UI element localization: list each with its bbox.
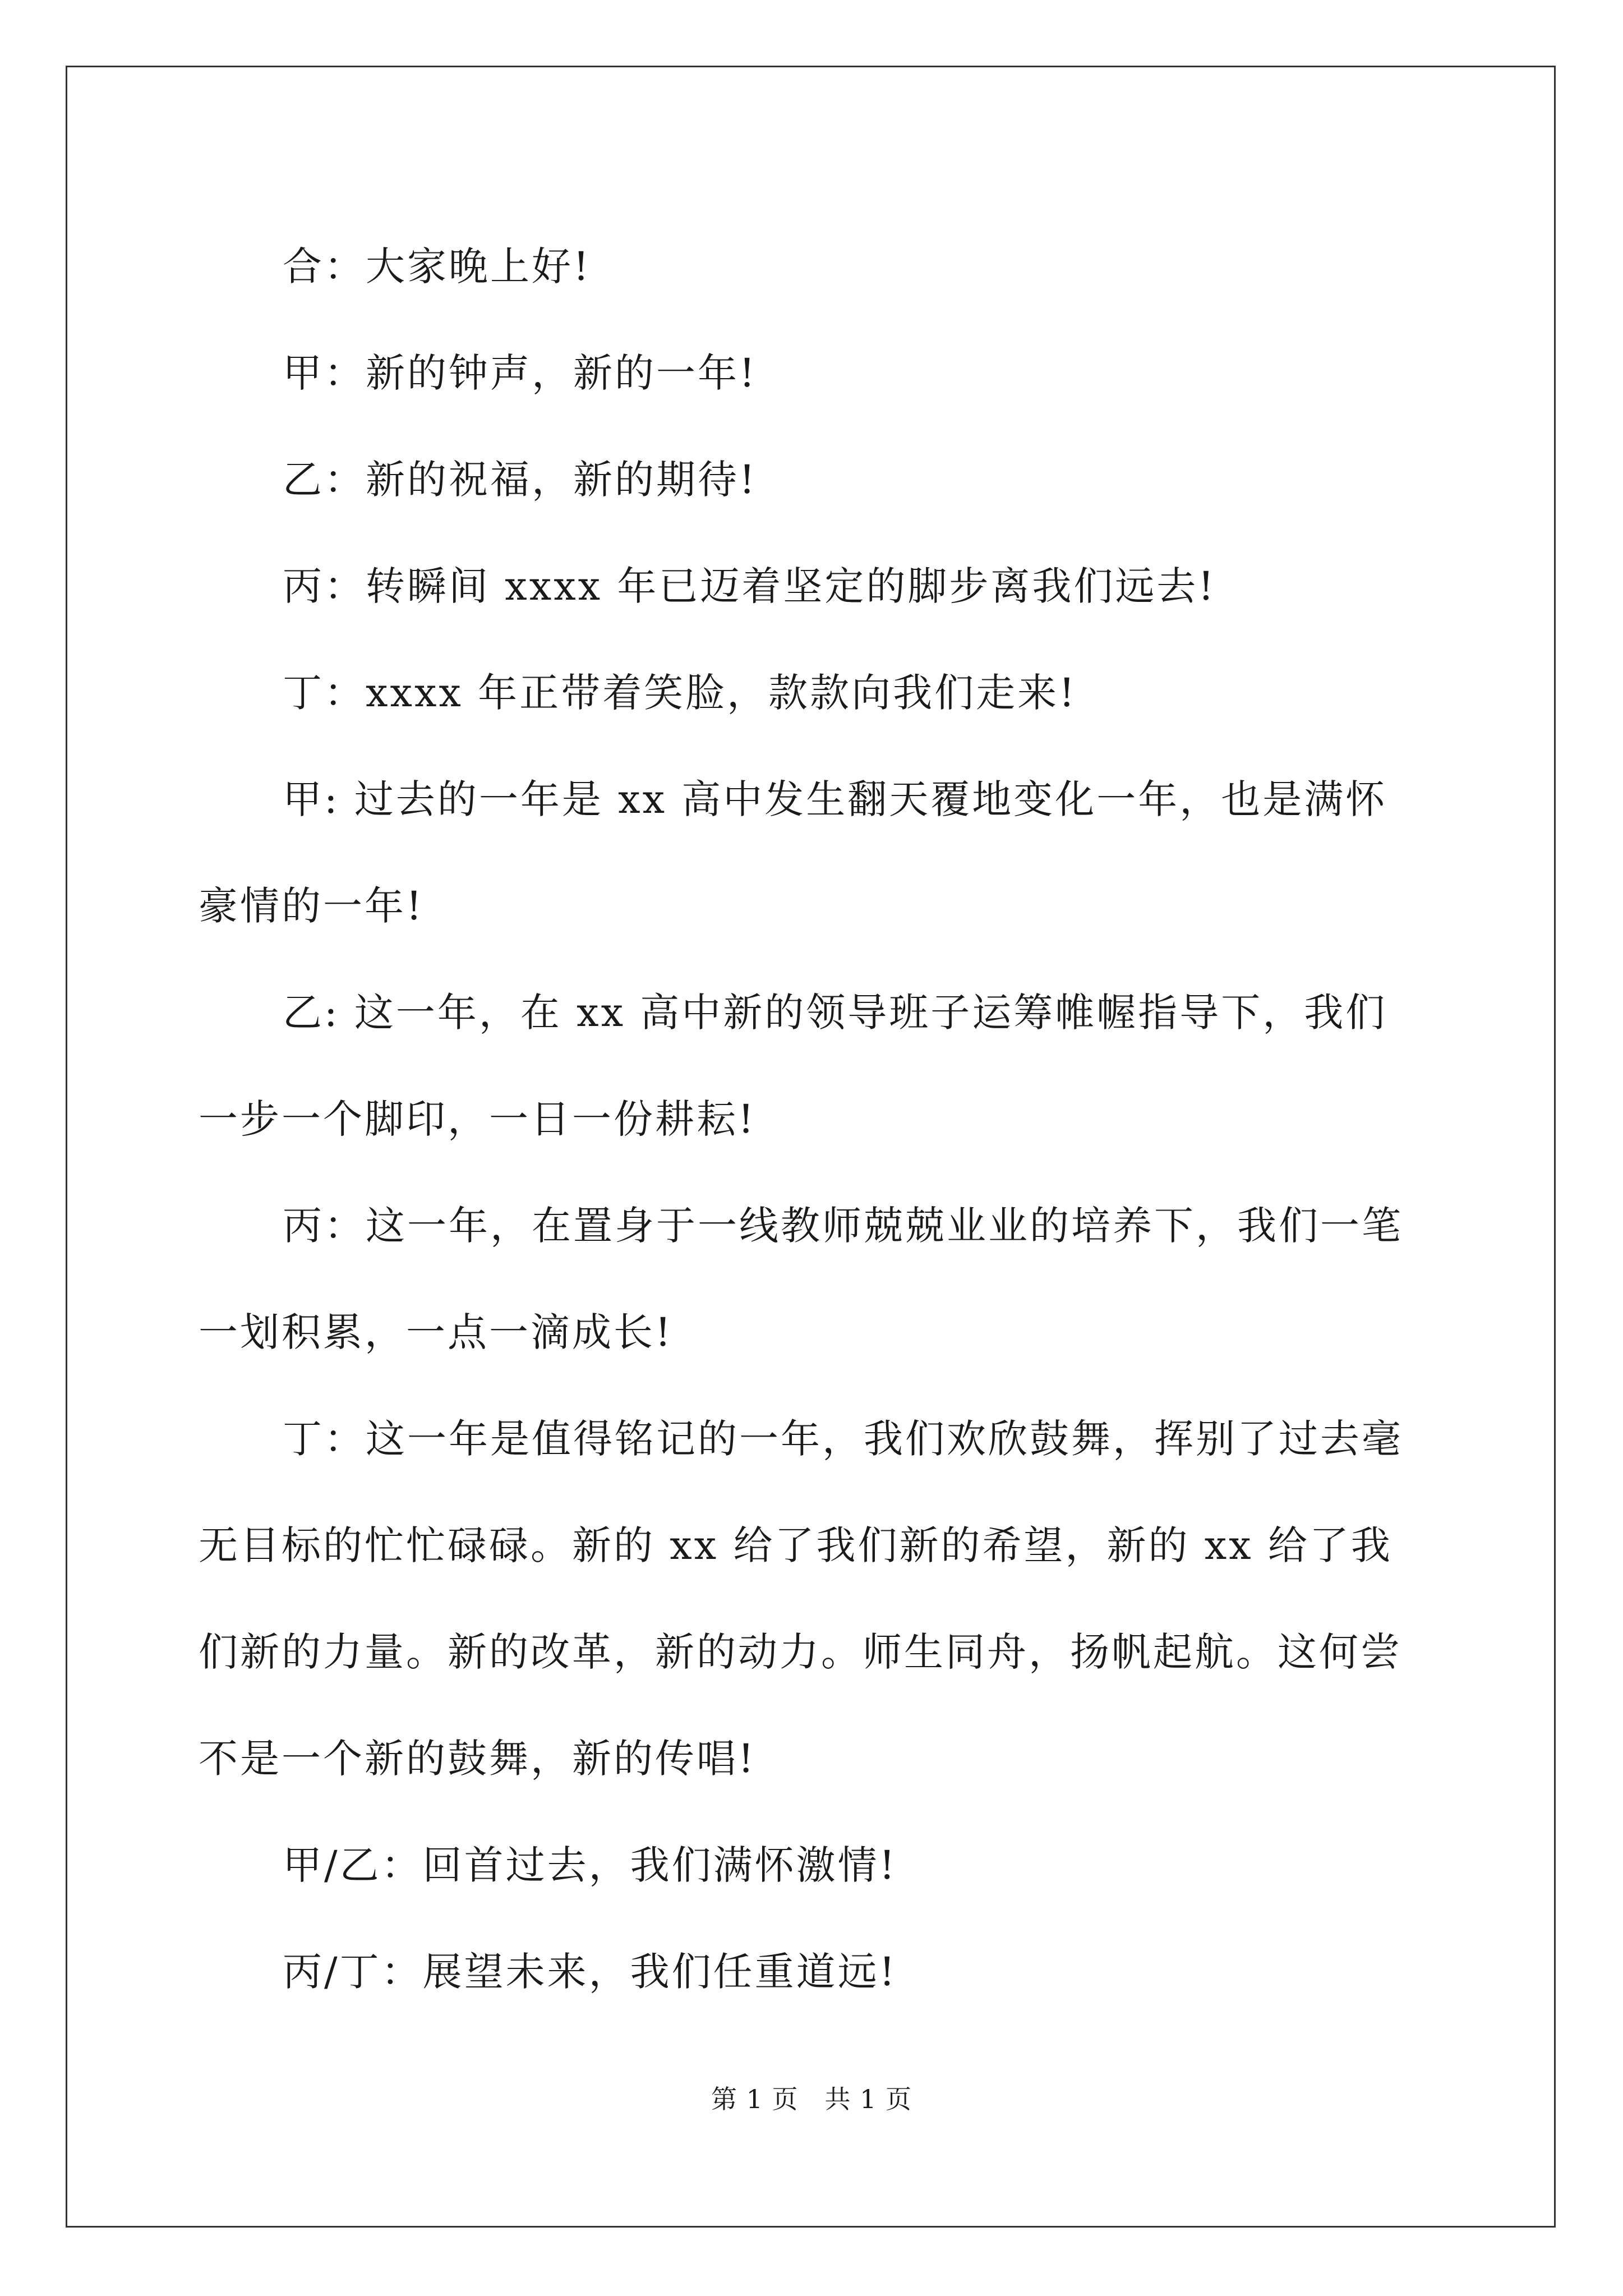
paragraph-6: 甲: 过去的一年是 xx 高中发生翻天覆地变化一年，也是满怀豪情的一年! bbox=[199, 776, 1387, 929]
paragraph-2: 甲：新的钟声，新的一年! bbox=[283, 350, 758, 396]
document-body bbox=[199, 213, 1424, 2025]
paragraph-7: 乙: 这一年，在 xx 高中新的领导班子运筹帷幄指导下，我们一步一个脚印，一日一份耕耘! bbox=[199, 990, 1387, 1142]
paragraph-8: 丙：这一年，在置身于一线教师兢兢业业的培养下，我们一笔一划积累，一点一滴成长! bbox=[199, 1203, 1403, 1355]
page-number-footer: 第 1 页 共 1 页 bbox=[711, 2084, 912, 2114]
paragraph-9: 丁：这一年是值得铭记的一年，我们欢欣鼓舞，挥别了过去毫无目标的忙忙碌碌。新的 xx 给了我们新的希望，新的 xx 给了我们新的力量。新的改革，新的动力。师生同舟，扬帆起航。这何尝不是一个新的鼓舞，新的传唱! bbox=[199, 1416, 1403, 1782]
paragraph-10: 甲/乙：回首过去，我们满怀激情! bbox=[283, 1842, 897, 1888]
paragraph-4: 丙：转瞬间 xxxx 年已迈着坚定的脚步离我们远去! bbox=[283, 563, 1216, 609]
paragraph-11: 丙/丁：展望未来，我们任重道远! bbox=[283, 1949, 897, 1995]
paragraph-1: 合：大家晚上好! bbox=[283, 243, 592, 289]
paragraph-3: 乙：新的祝福，新的期待! bbox=[283, 457, 758, 503]
paragraph-5: 丁：xxxx 年正带着笑脸，款款向我们走来! bbox=[283, 670, 1077, 716]
